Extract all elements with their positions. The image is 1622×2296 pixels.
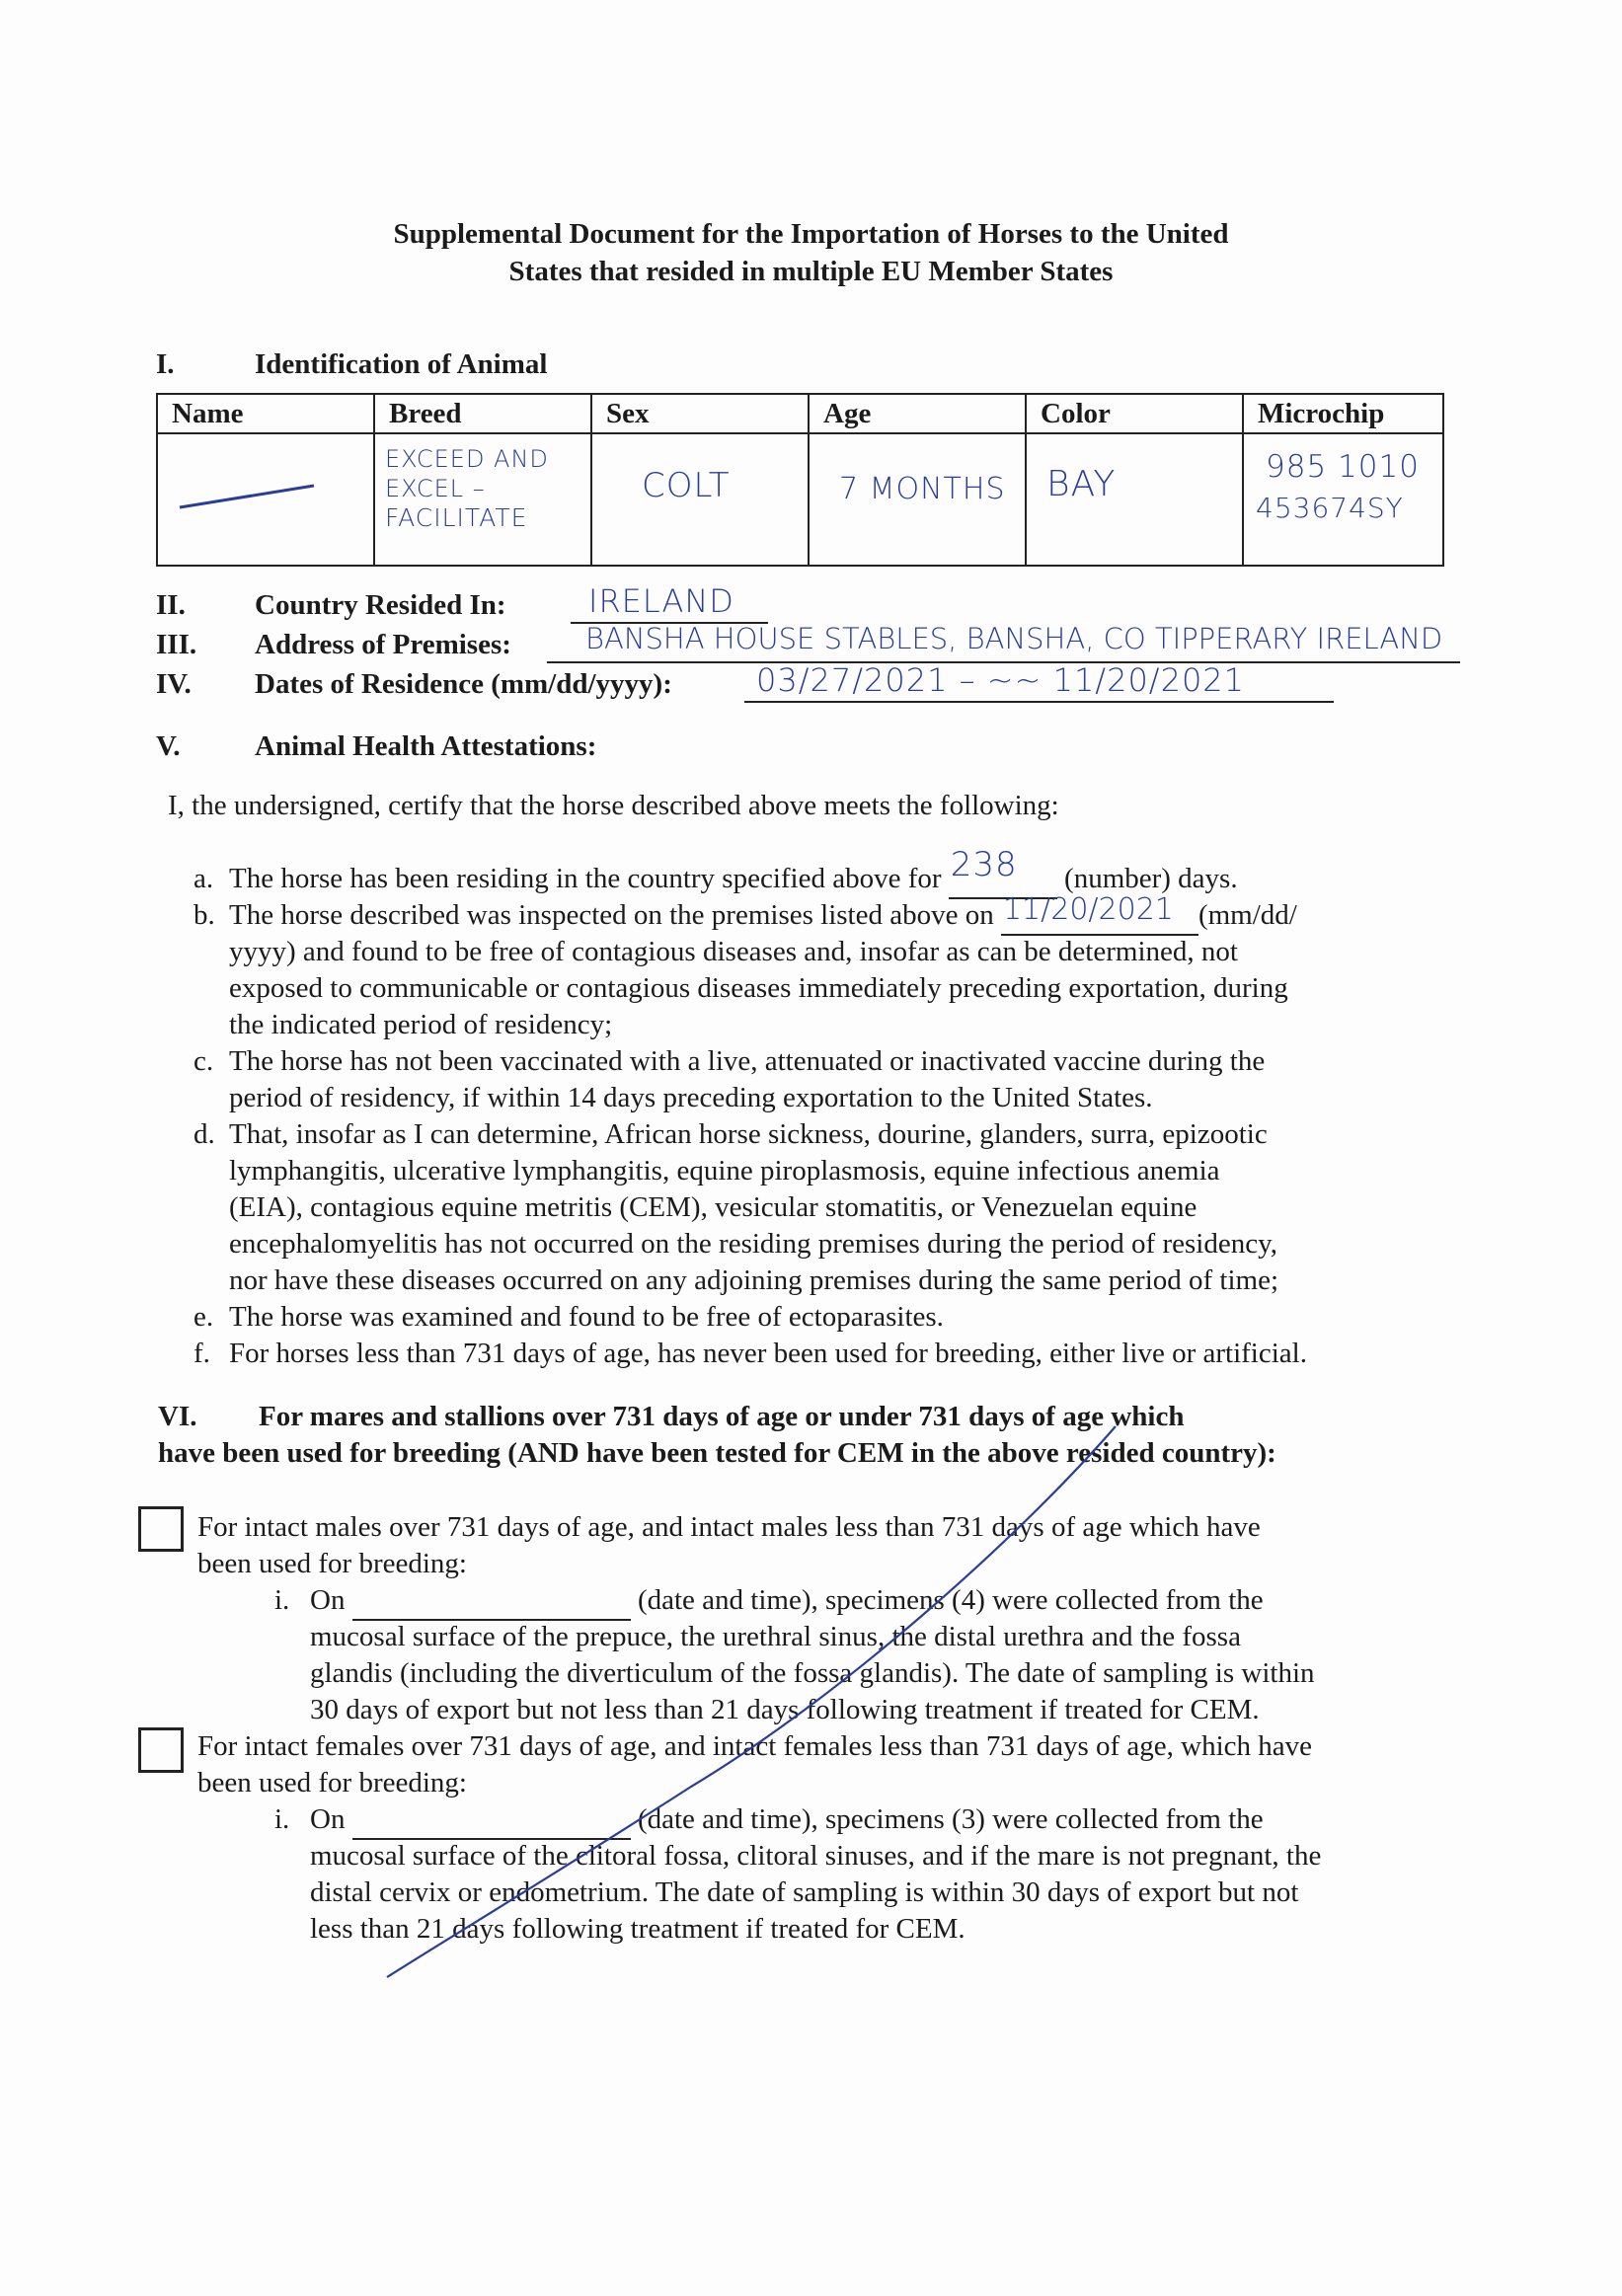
males-i-line-2: mucosal surface of the prepuce, the urethral sinus, the distal urethra and the fossa	[310, 1621, 1241, 1652]
country-value: IRELAND	[588, 582, 734, 620]
section-label: Animal Health Attestations:	[255, 730, 597, 762]
females-line-2: been used for breeding:	[197, 1767, 467, 1799]
item-d-line-3: (EIA), contagious equine metritis (CEM), vesicular stomatitis, or Venezuelan equine	[229, 1191, 1197, 1223]
item-b-line-4: the indicated period of residency;	[229, 1009, 613, 1040]
males-line-1: For intact males over 731 days of age, and intact males less than 731 days of age which have	[197, 1511, 1261, 1543]
item-c-line-1: The horse has not been vaccinated with a live, attenuated or inactivated vaccine during the	[229, 1045, 1266, 1077]
section-number: IV.	[156, 668, 192, 700]
on-label: On	[310, 1584, 346, 1616]
certify-statement: I, the undersigned, certify that the horse described above meets the following:	[168, 790, 1059, 821]
item-marker: b.	[193, 899, 215, 931]
section-number: II.	[156, 589, 186, 621]
address-value: BANSHA HOUSE STABLES, BANSHA, CO TIPPERARY IRELAND	[585, 622, 1443, 655]
item-d-line-2: lymphangitis, ulcerative lymphangitis, equine piroplasmosis, equine infectious anemia	[229, 1155, 1220, 1186]
item-marker: i.	[274, 1803, 290, 1835]
item-a-text: The horse has been residing in the country specified above for	[229, 863, 942, 894]
males-line-2: been used for breeding:	[197, 1548, 467, 1579]
item-d-line-5: nor have these diseases occurred on any adjoining premises during the same period of time;	[229, 1264, 1279, 1296]
item-f-line-1: For horses less than 731 days of age, has never been used for breeding, either live or artificial.	[229, 1338, 1307, 1369]
breed-line-1: EXCEED AND	[385, 445, 549, 473]
age-value: 7 MONTHS	[839, 472, 1006, 506]
color-value: BAY	[1046, 464, 1117, 504]
breed-line-3: FACILITATE	[385, 503, 528, 532]
header-breed: Breed	[374, 394, 591, 433]
item-b-text: The horse described was inspected on the premises listed above on	[229, 899, 994, 931]
section-label-line-2: have been used for breeding (AND have been tested for CEM in the above resided country):	[158, 1437, 1276, 1469]
section-label: Address of Premises:	[255, 629, 511, 660]
section-label-line-1: For mares and stallions over 731 days of age or under 731 days of age which	[259, 1401, 1185, 1432]
microchip-line-1: 985 1010	[1266, 449, 1420, 485]
dates-value: 03/27/2021 – ~~ 11/20/2021	[756, 661, 1246, 699]
microchip-line-2: 453674SY	[1256, 492, 1404, 524]
males-i-line-1: (date and time), specimens (4) were collected from the	[637, 1584, 1264, 1616]
item-e-line-1: The horse was examined and found to be free of ectoparasites.	[229, 1301, 944, 1333]
title-line-2: States that resided in multiple EU Member States	[508, 256, 1114, 287]
females-i-line-4: less than 21 days following treatment if treated for CEM.	[310, 1913, 965, 1945]
section-number: V.	[156, 730, 181, 762]
item-c-line-2: period of residency, if within 14 days preceding exportation to the United States.	[229, 1082, 1153, 1113]
section-number: VI.	[158, 1401, 197, 1432]
section-number: I.	[156, 348, 175, 380]
header-age: Age	[809, 394, 1026, 433]
females-i-line-1: (date and time), specimens (3) were collected from the	[637, 1803, 1264, 1835]
section-label: Identification of Animal	[255, 348, 548, 380]
item-b-line-2: yyyy) and found to be free of contagious diseases and, insofar as can be determined, not	[229, 936, 1238, 967]
breed-line-2: EXCEL –	[385, 475, 486, 502]
header-color: Color	[1026, 394, 1243, 433]
item-marker: c.	[193, 1045, 214, 1077]
on-label: On	[310, 1803, 346, 1835]
section-label: Country Resided In:	[255, 589, 506, 621]
section-number: III.	[156, 629, 197, 660]
days-value: 238	[950, 845, 1018, 884]
header-name: Name	[157, 394, 374, 433]
item-marker: d.	[193, 1118, 215, 1150]
item-b-suffix: (mm/dd/	[1197, 899, 1297, 931]
males-i-line-4: 30 days of export but not less than 21 days following treatment if treated for CEM.	[310, 1694, 1260, 1725]
females-line-1: For intact females over 731 days of age, and intact females less than 731 days of age, which have	[197, 1730, 1313, 1762]
header-microchip: Microchip	[1243, 394, 1443, 433]
item-marker: a.	[193, 863, 214, 894]
item-b-line-3: exposed to communicable or contagious diseases immediately preceding exportation, during	[229, 972, 1288, 1004]
sex-value: COLT	[642, 466, 731, 505]
item-a-suffix: (number) days.	[1064, 863, 1238, 894]
item-d-line-1: That, insofar as I can determine, African horse sickness, dourine, glanders, surra, epizootic	[229, 1118, 1268, 1150]
females-i-line-2: mucosal surface of the clitoral fossa, clitoral sinuses, and if the mare is not pregnant, the	[310, 1840, 1322, 1872]
item-d-line-4: encephalomyelitis has not occurred on the residing premises during the period of residency,	[229, 1228, 1277, 1260]
females-i-line-3: distal cervix or endometrium. The date of sampling is within 30 days of export but not	[310, 1876, 1299, 1908]
item-marker: f.	[193, 1338, 210, 1369]
males-i-line-3: glandis (including the diverticulum of the fossa glandis). The date of sampling is within	[310, 1657, 1315, 1689]
section-label: Dates of Residence (mm/dd/yyyy):	[255, 668, 672, 700]
title-line-1: Supplemental Document for the Importation of Horses to the United	[393, 218, 1229, 250]
item-marker: e.	[193, 1301, 214, 1333]
inspection-date-value: 11/20/2021	[1002, 892, 1174, 927]
item-marker: i.	[274, 1584, 290, 1616]
header-sex: Sex	[591, 394, 809, 433]
